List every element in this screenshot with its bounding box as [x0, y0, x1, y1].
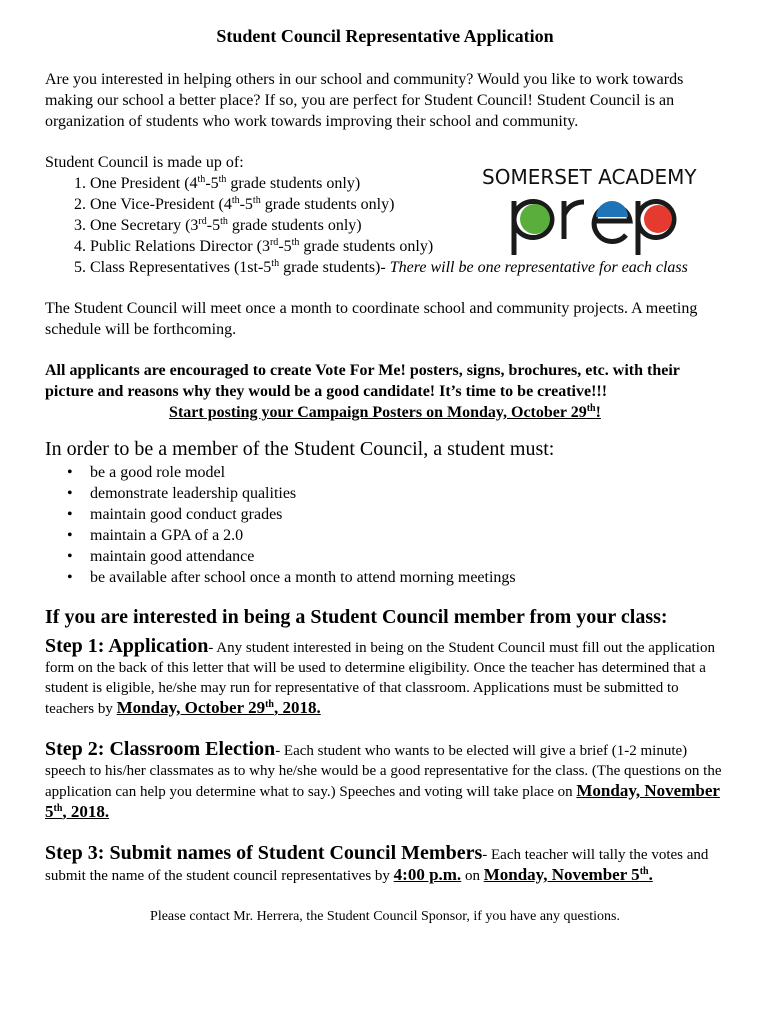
- logo-green-dot: [520, 204, 550, 234]
- logo-blue-half: [596, 201, 628, 217]
- list-item: 5. Class Representatives (1st-5th grade students)- There will be one representative for each class: [90, 257, 725, 278]
- logo-school-name: SOMERSET ACADEMY: [482, 165, 697, 189]
- meeting-paragraph: The Student Council will meet once a month to coordinate school and community projects. A meeting schedule will be forthcoming.: [45, 300, 698, 338]
- logo-letter-r: [564, 201, 584, 239]
- list-item: 2. One Vice-President (4th-5th grade students only): [90, 194, 725, 215]
- interest-heading: If you are interested in being a Student Council member from your class:: [45, 606, 668, 628]
- submission-time: 4:00 p.m.: [393, 865, 462, 884]
- requirements-heading: In order to be a member of the Student Council, a student must:: [45, 438, 555, 460]
- list-item: • maintain a GPA of a 2.0: [90, 525, 725, 546]
- submission-date: Monday, November 5th.: [483, 865, 653, 884]
- campaign-paragraph: All applicants are encouraged to create Vote For Me! posters, signs, brochures, etc. with their picture and reasons why they would be a good candidate! It’s time to be creative!!!: [45, 362, 680, 400]
- page-title: Student Council Representative Application: [216, 26, 554, 46]
- council-makeup-label: Student Council is made up of:: [45, 154, 244, 171]
- step-2-heading: Step 2: Classroom Election: [45, 738, 276, 760]
- application-deadline: Monday, October 29th, 2018.: [116, 698, 321, 717]
- step-1-heading: Step 1: Application: [45, 635, 209, 657]
- list-item: • maintain good conduct grades: [90, 504, 725, 525]
- list-item: 1. One President (4th-5th grade students only): [90, 173, 725, 194]
- contact-note: Please contact Mr. Herrera, the Student Council Sponsor, if you have any questions.: [150, 909, 620, 924]
- intro-paragraph: Are you interested in helping others in our school and community? Would you like to work towards making our school a better place? If so, you are perfect for Student Council! Student Council is an organization of students who work towards improving their school and community.: [45, 71, 684, 130]
- step-3-paragraph: Step 3: Submit names of Student Council Members- Each teacher will tally the votes and submit the name of the student council representatives by 4:00 p.m. on Monday, November 5th.: [45, 842, 709, 884]
- letter-page: [45, 24, 725, 926]
- campaign-start-line: Start posting your Campaign Posters on Monday, October 29th!: [169, 403, 601, 421]
- list-item: 3. One Secretary (3rd-5th grade students only): [90, 215, 725, 236]
- somerset-academy-prep-logo: [482, 165, 697, 260]
- logo-red-dot: [644, 205, 672, 233]
- list-item: • maintain good attendance: [90, 546, 725, 567]
- list-item: • be a good role model: [90, 462, 725, 483]
- list-item: • demonstrate leadership qualities: [90, 483, 725, 504]
- step-1-paragraph: Step 1: Application- Any student interested in being on the Student Council must fill out the application form on the back of this letter that will be used to determine eligibility. Once the teacher has determined that a student is eligible, he/she may run for representative of that classroom. Applications must be submitted to teachers by Monday, October 29th, 2018.: [45, 635, 715, 717]
- list-item: 4. Public Relations Director (3rd-5th grade students only): [90, 236, 725, 257]
- prep-wordmark: [508, 195, 678, 257]
- requirements-list: [45, 462, 725, 588]
- election-date: Monday, November 5th, 2018.: [45, 781, 720, 821]
- list-item: • be available after school once a month to attend morning meetings: [90, 567, 725, 588]
- step-2-paragraph: Step 2: Classroom Election- Each student who wants to be elected will give a brief (1-2 minute) speech to his/her classmates as to why he/she would be a good representative for the class. (The questions on the application can help you determine what to say.) Speeches and voting will take place on Monday, November 5th, 2018.: [45, 738, 722, 821]
- step-3-heading: Step 3: Submit names of Student Council Members: [45, 842, 483, 864]
